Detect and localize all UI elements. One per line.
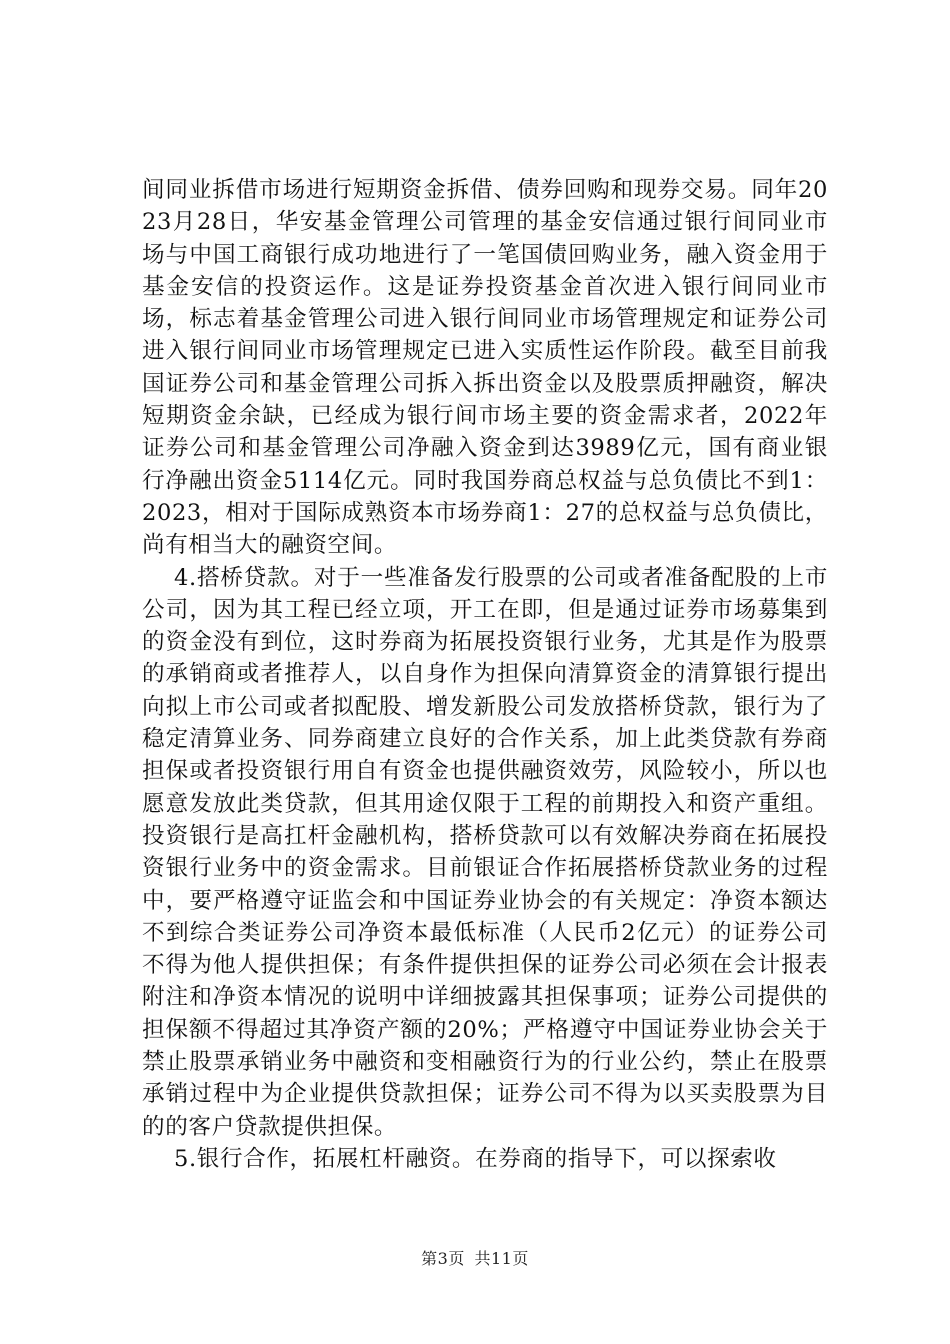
document-body [142, 174, 828, 1175]
paragraph-bank-cooperation: 5.银行合作，拓展杠杆融资。在券商的指导下，可以探索收 [174, 1145, 777, 1172]
paragraph-bridge-loan: 4.搭桥贷款。对于一些准备发行股票的公司或者准备配股的上市公司，因为其工程已经立项，开工在即，但是通过证券市场募集到的资金没有到位，这时券商为拓展投资银行业务，尤其是作为股票的承销商或者推荐人，以自身作为担保向清算资金的清算银行提出向拟上市公司或者拟配股、增发新股公司发放搭桥贷款，银行为了稳定清算业务、同券商建立良好的合作关系，加上此类贷款有券商担保或者投资银行用自有资金也提供融资效劳，风险较小，所以也愿意发放此类贷款，但其用途仅限于工程的前期投入和资产重组。投资银行是高扛杆金融机构，搭桥贷款可以有效解决券商在拓展投资银行业务中的资金需求。目前银证合作拓展搭桥贷款业务的过程中，要严格遵守证监会和中国证券业协会的有关规定：净资本额达不到综合类证券公司净资本最低标准（人民币2亿元）的证券公司不得为他人提供担保；有条件提供担保的证券公司必须在会计报表附注和净资本情况的说明中详细披露其担保事项；证券公司提供的担保额不得超过其净资产额的20%；严格遵守中国证券业协会关于禁止股票承销业务中融资和变相融资行为的行业公约，禁止在股票承销过程中为企业提供贷款担保；证券公司不得为以买卖股票为目的的客户贷款提供担保。 [142, 564, 828, 1140]
page-number: 第3页 [421, 1249, 465, 1268]
paragraph-interbank-market: 间同业拆借市场进行短期资金拆借、债券回购和现券交易。同年2023月28日，华安基金管理公司管理的基金安信通过银行间同业市场与中国工商银行成功地进行了一笔国债回购业务，融入资金用于基金安信的投资运作。这是证券投资基金首次进入银行间同业市场，标志着基金管理公司进入银行间同业市场管理规定和证券公司进入银行间同业市场管理规定已进入实质性运作阶段。截至目前我国证券公司和基金管理公司拆入拆出资金以及股票质押融资，解决短期资金余缺，已经成为银行间市场主要的资金需求者，2022年证券公司和基金管理公司净融入资金到达3989亿元，国有商业银行净融出资金5114亿元。同时我国券商总权益与总负债比不到1：2023，相对于国际成熟资本市场券商1：27的总权益与总负债比，尚有相当大的融资空间。 [142, 177, 828, 559]
page-footer [0, 1246, 950, 1269]
page-total: 共11页 [474, 1249, 529, 1268]
